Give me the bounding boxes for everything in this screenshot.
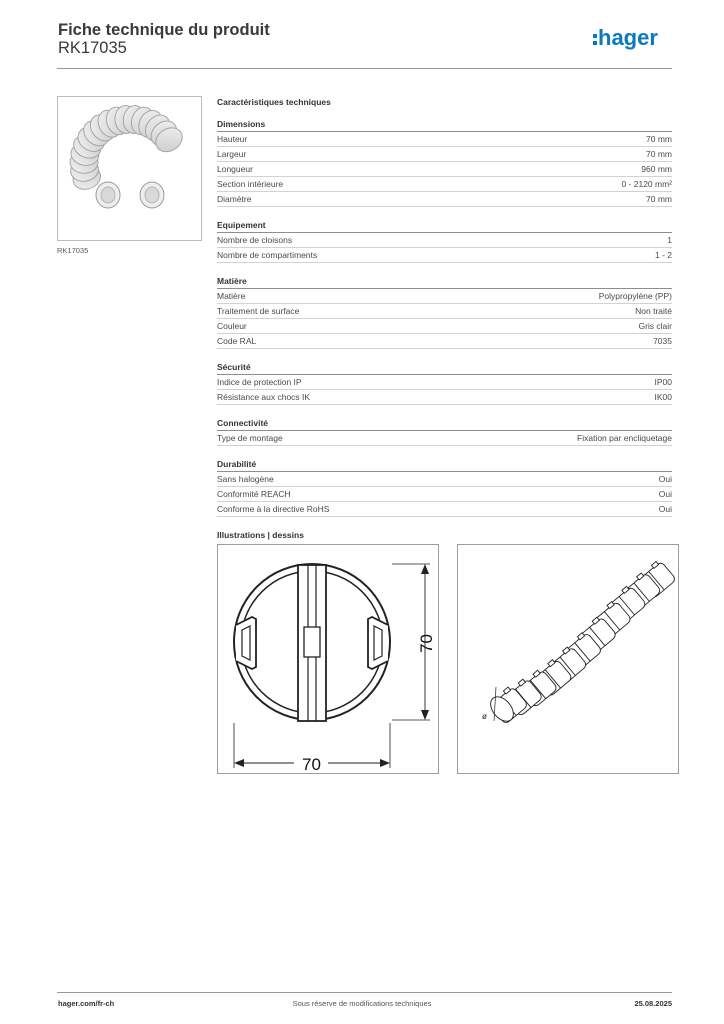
- specifications-table: [217, 96, 672, 541]
- spec-value: 7035: [653, 336, 672, 346]
- hager-logo: [592, 26, 674, 56]
- spec-row: [217, 390, 672, 405]
- spec-label: Diamètre: [217, 194, 252, 204]
- footer-website-link[interactable]: hager.com/fr-ch: [58, 999, 115, 1008]
- header-divider: [57, 68, 672, 69]
- specification-sections: [217, 117, 672, 517]
- height-dimension-label: 70: [417, 634, 436, 653]
- spec-value: 1 - 2: [654, 250, 672, 260]
- spec-row: [217, 431, 672, 446]
- spec-label: Longueur: [217, 164, 253, 174]
- spec-value: Fixation par encliquetage: [577, 433, 672, 443]
- spec-row: [217, 147, 672, 162]
- spec-row: [217, 304, 672, 319]
- spec-label: Nombre de compartiments: [217, 250, 318, 260]
- logo-dot-bottom: [593, 41, 597, 45]
- spec-value: 70 mm: [646, 194, 672, 204]
- spec-row: [217, 192, 672, 207]
- spec-value: 70 mm: [646, 149, 672, 159]
- spec-value: Oui: [658, 489, 672, 499]
- spec-label: Traitement de surface: [217, 306, 300, 316]
- footer-date: 25.08.2025: [634, 999, 672, 1008]
- spec-value: 960 mm: [641, 164, 672, 174]
- spec-row: [217, 177, 672, 192]
- cross-section-drawing-icon: [218, 545, 438, 773]
- section-gap: [217, 207, 672, 218]
- spec-value: Oui: [658, 504, 672, 514]
- spec-label: Conforme à la directive RoHS: [217, 504, 330, 514]
- spiral-wrap-drawing: [457, 544, 679, 774]
- spec-value: IK00: [654, 392, 672, 402]
- spiral-wrap-drawing-icon: [458, 545, 678, 773]
- spec-value: Oui: [658, 474, 672, 484]
- diameter-label: ø: [482, 712, 487, 721]
- section-gap: [217, 405, 672, 416]
- spec-row: [217, 502, 672, 517]
- spec-row: [217, 334, 672, 349]
- spec-row: [217, 487, 672, 502]
- spec-label: Type de montage: [217, 433, 283, 443]
- spec-label: Sans halogène: [217, 474, 274, 484]
- spec-label: Indice de protection IP: [217, 377, 302, 387]
- spec-value: 70 mm: [646, 134, 672, 144]
- section-gap: [217, 349, 672, 360]
- section-gap: [217, 446, 672, 457]
- spec-value: 1: [667, 235, 672, 245]
- footer-divider: [57, 992, 672, 993]
- specifications-title: Caractéristiques techniques: [217, 97, 331, 107]
- photo-caption: RK17035: [57, 246, 89, 255]
- section-gap: [217, 263, 672, 274]
- footer-notice: Sous réserve de modifications techniques: [292, 999, 432, 1008]
- width-dimension-label: 70: [302, 755, 321, 773]
- spec-row: [217, 375, 672, 390]
- spec-row: [217, 162, 672, 177]
- spec-label: Couleur: [217, 321, 247, 331]
- section-heading: Dimensions: [217, 117, 672, 132]
- spec-label: Hauteur: [217, 134, 248, 144]
- section-heading: Connectivité: [217, 416, 672, 431]
- spec-value: 0 - 2120 mm²: [621, 179, 672, 189]
- cross-section-drawing: [217, 544, 439, 774]
- spec-row: [217, 233, 672, 248]
- logo-dot-top: [593, 34, 597, 38]
- illustrations-title: Illustrations | dessins: [217, 530, 304, 540]
- spec-value: IP00: [654, 377, 672, 387]
- spec-row: [217, 289, 672, 304]
- page-title: Fiche technique du produit: [58, 21, 270, 39]
- brand-name: hager: [598, 26, 658, 50]
- spec-label: Conformité REACH: [217, 489, 291, 499]
- spec-label: Matière: [217, 291, 246, 301]
- spec-label: Code RAL: [217, 336, 257, 346]
- spec-value: Non traité: [635, 306, 672, 316]
- spec-label: Résistance aux chocs IK: [217, 392, 311, 402]
- spec-value: Gris clair: [638, 321, 672, 331]
- spec-row: [217, 472, 672, 487]
- spec-label: Section intérieure: [217, 179, 284, 189]
- section-heading: Sécurité: [217, 360, 672, 375]
- spec-label: Nombre de cloisons: [217, 235, 293, 245]
- spec-value: Polypropylène (PP): [598, 291, 672, 301]
- spec-row: [217, 132, 672, 147]
- spec-row: [217, 319, 672, 334]
- spiral-cable-wrap-photo-icon: [58, 97, 201, 240]
- section-heading: Durabilité: [217, 457, 672, 472]
- product-reference: RK17035: [58, 39, 127, 57]
- section-heading: Equipement: [217, 218, 672, 233]
- spec-row: [217, 248, 672, 263]
- spec-label: Largeur: [217, 149, 247, 159]
- product-photo: [57, 96, 202, 241]
- section-heading: Matière: [217, 274, 672, 289]
